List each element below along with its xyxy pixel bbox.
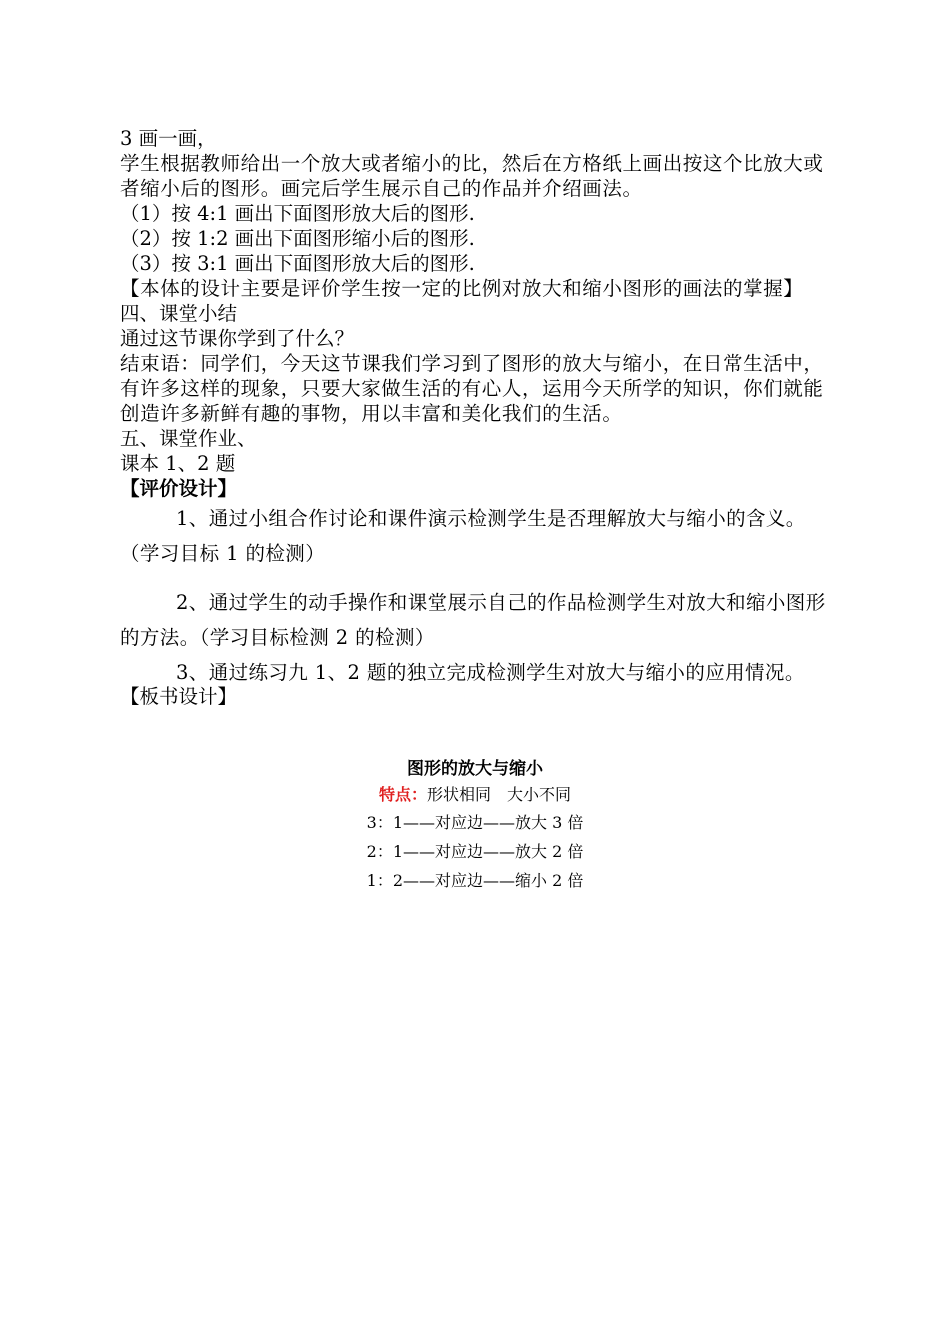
- homework-text: 课本 1、2 题: [120, 452, 236, 475]
- closing-remarks: 结束语：同学们，今天这节课我们学习到了图形的放大与缩小，在日常生活中，有许多这样的现象，只要大家做生活的有心人，运用今天所学的知识，你们就能创造许多新鲜有趣的事物，用以丰富和美化我们的生活。: [120, 352, 824, 425]
- document-body: [120, 126, 835, 709]
- draw-instruction: 学生根据教师给出一个放大或者缩小的比，然后在方格纸上画出按这个比放大或者缩小后的图形。画完后学生展示自己的作品并介绍画法。: [120, 152, 824, 200]
- board-row-3: 1：2——对应边——缩小 2 倍: [366, 871, 584, 890]
- evaluation-heading: 【评价设计】: [120, 477, 238, 500]
- section-homework-heading: 五、课堂作业、: [120, 427, 257, 450]
- board-design-heading: 【板书设计】: [120, 685, 238, 708]
- section-draw-heading: 3 画一画，: [120, 127, 217, 150]
- task-2: （2）按 1:2 画出下面图形缩小后的图形.: [120, 227, 475, 250]
- task-1: （1）按 4:1 画出下面图形放大后的图形.: [120, 202, 475, 225]
- feature-label: 特点：: [378, 785, 427, 804]
- summary-question: 通过这节课你学到了什么？: [120, 327, 355, 350]
- section-summary-heading: 四、课堂小结: [120, 302, 238, 325]
- design-note: 【本体的设计主要是评价学生按一定的比例对放大和缩小图形的画法的掌握】: [120, 277, 804, 300]
- board-row-1: 3：1——对应边——放大 3 倍: [366, 813, 584, 832]
- board-row-2: 2：1——对应边——放大 2 倍: [366, 842, 584, 861]
- task-3: （3）按 3:1 画出下面图形放大后的图形.: [120, 252, 475, 275]
- evaluation-item-1: 1、通过小组合作讨论和课件演示检测学生是否理解放大与缩小的含义。（学习目标 1 的检测）: [120, 507, 806, 565]
- board-title: 图形的放大与缩小: [407, 759, 543, 779]
- evaluation-item-3: 3、通过练习九 1、2 题的独立完成检测学生对放大与缩小的应用情况。: [176, 661, 805, 684]
- feature-text: 形状相同 大小不同: [427, 785, 572, 804]
- evaluation-item-2: 2、通过学生的动手操作和课堂展示自己的作品检测学生对放大和缩小图形的方法。（学习目标检测 2 的检测）: [120, 591, 826, 649]
- board-feature-line: [0, 781, 950, 809]
